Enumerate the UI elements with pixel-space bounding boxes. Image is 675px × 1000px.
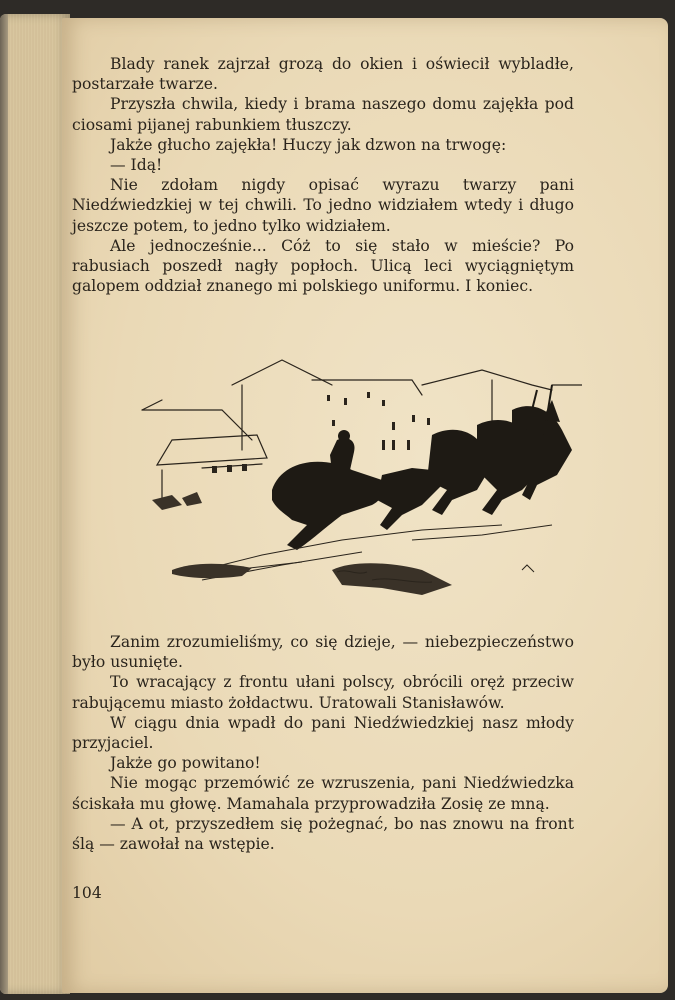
paragraph: Blady ranek zajrzał grozą do okien i oświecił wybladłe, postarzałe twarze. [72,55,574,94]
cavalry-charge-illustration [82,340,582,610]
paragraph: — A ot, przyszedłem się pożegnać, bo nas znowu na front ślą — zawołał na wstępie. [72,814,574,854]
paragraph: Jakże go powitano! [110,754,261,773]
text-block-top [72,54,574,296]
paragraph: Nie mogąc przemówić ze wzruszenia, pani Niedźwiedzka ściskała mu głowę. Mamahala przyprowadziła Zosię ze mną. [72,774,574,813]
paragraph: Nie zdołam nigdy opisać wyrazu twarzy pani Niedźwiedzkiej w tej chwili. To jedno widziałem wtedy i długo jeszcze potem, to jedno tylko widziałem. [72,176,574,235]
paragraph: Ale jednocześnie... Cóż to się stało w mieście? Po rabusiach poszedł nagły popłoch. Ulicą leci wyciągniętym galopem oddział znanego mi polskiego uniformu. I koniec. [72,236,574,296]
page-number: 104 [72,884,102,902]
paragraph: Zanim zrozumieliśmy, co się dzieje, — niebezpieczeństwo było usunięte. [72,633,574,672]
page-edges [0,14,70,994]
paragraph: — Idą! [110,156,163,175]
paragraph: Jakże głucho zajękła! Huczy jak dzwon na trwogę: [110,135,507,154]
paragraph: Przyszła chwila, kiedy i brama naszego domu zajękła pod ciosami pijanej rabunkiem tłuszczy. [72,95,574,134]
paragraph: To wracający z frontu ułani polscy, obrócili oręż przeciw rabującemu miasto żołdactwu. Uratowali Stanisławów. [72,673,574,712]
text-block-bottom [72,632,574,854]
paragraph: W ciągu dnia wpadł do pani Niedźwiedzkiej nasz młody przyjaciel. [72,713,574,753]
